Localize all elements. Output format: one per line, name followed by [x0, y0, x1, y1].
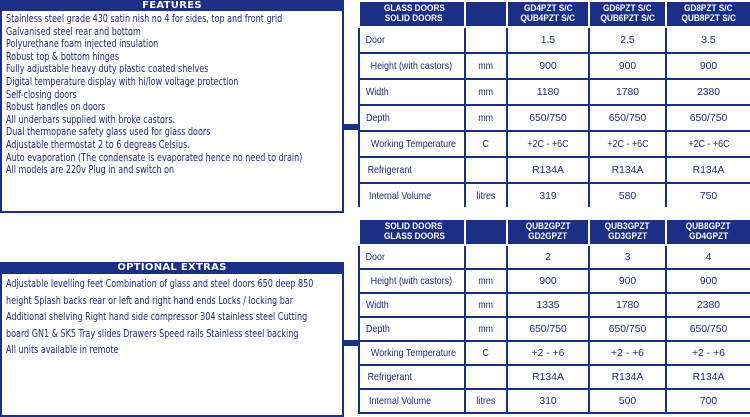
row-unit: mm: [465, 105, 507, 131]
header-label: GLASS DOORS: [383, 3, 445, 14]
feature-item: Fully adjustable heavy duty plastic coated shelves: [6, 63, 209, 76]
row-unit: mm: [465, 317, 507, 341]
header-door-types: [359, 219, 465, 245]
model-header: [589, 219, 666, 245]
row-label: Refrigerant: [359, 365, 465, 389]
model-code: QUB8PZT S/C: [681, 13, 736, 24]
features-panel: [0, 0, 344, 213]
cell-value: +2C - +6C: [666, 131, 750, 157]
feature-item: Self-closing doors: [6, 88, 77, 101]
feature-item: Robust top & bottom hinges: [6, 50, 120, 63]
model-code: QUB6PZT S/C: [600, 13, 655, 24]
row-unit: C: [465, 341, 507, 365]
row-unit: litres: [465, 183, 507, 209]
table-row: [359, 293, 750, 317]
feature-item: Auto evaporation (The condensate is evaporated hence no need to drain): [6, 151, 303, 164]
cell-value: 319: [507, 183, 589, 209]
feature-item: Adjustable thermostat 2 to 6 degreas Celsius.: [6, 138, 190, 151]
model-header: [507, 1, 589, 27]
cell-value: 900: [666, 53, 750, 79]
row-unit: C: [465, 131, 507, 157]
cell-value: 900: [589, 53, 666, 79]
table-row: [359, 27, 750, 53]
optional-extras-panel: [0, 262, 344, 417]
row-label: Door: [359, 245, 465, 269]
row-label: Working Temperature: [359, 131, 465, 157]
header-unit-cell: [465, 219, 507, 245]
cell-value: +2C - +6C: [589, 131, 666, 157]
feature-item: All underbars supplied with broke castors.: [6, 113, 175, 126]
model-header: [507, 219, 589, 245]
table-row: [359, 317, 750, 341]
header-label: SOLID DOORS: [385, 13, 443, 24]
divider-marker: [344, 340, 358, 346]
table-row: [359, 105, 750, 131]
cell-value: 650/750: [507, 105, 589, 131]
feature-item: Stainless steel grade 430 satin nish no 4 for sides, top and front grid: [6, 13, 283, 25]
row-label: Depth: [359, 105, 465, 131]
header-unit-cell: [465, 1, 507, 27]
feature-item: Polyurethane foam injected insulation: [6, 38, 159, 51]
cell-value: 650/750: [507, 317, 589, 341]
cell-value: 310: [507, 389, 589, 413]
extras-line: board GN1 & SK5 Tray slides Drawers Speed rails Stainless steel backing: [6, 327, 299, 340]
cell-value: 650/750: [666, 105, 750, 131]
features-title: FEATURES: [2, 0, 342, 11]
extras-line: Adjustable levelling feet Combination of glass and steel doors 650 deep 850: [6, 278, 314, 290]
row-unit: mm: [465, 79, 507, 105]
cell-value: 3: [589, 245, 666, 269]
feature-item: Dual thermopane safety glass used for glass doors: [6, 126, 211, 139]
row-label: Working Temperature: [359, 341, 465, 365]
row-unit: [465, 245, 507, 269]
cell-value: 900: [589, 269, 666, 293]
table-row: [359, 245, 750, 269]
cell-value: R134A: [507, 157, 589, 183]
row-label: Width: [359, 79, 465, 105]
column-divider: [344, 0, 358, 417]
cell-value: 900: [507, 53, 589, 79]
cell-value: 900: [507, 269, 589, 293]
table-row: [359, 365, 750, 389]
cell-value: 1780: [589, 79, 666, 105]
model-header: [666, 1, 750, 27]
row-unit: mm: [465, 293, 507, 317]
feature-item: Digital temperature display with hi/low voltage protection: [6, 75, 239, 88]
row-unit: [465, 365, 507, 389]
model-header: [589, 1, 666, 27]
cell-value: 4: [666, 245, 750, 269]
row-label: Depth: [359, 317, 465, 341]
table-gap: [358, 207, 750, 218]
cell-value: 2.5: [589, 27, 666, 53]
row-unit: [465, 157, 507, 183]
model-code: GD6PZT S/C: [603, 3, 652, 14]
cell-value: 650/750: [589, 317, 666, 341]
cell-value: 700: [666, 389, 750, 413]
cell-value: 3.5: [666, 27, 750, 53]
table-header-row: [359, 219, 750, 245]
model-code: GD2GPZT: [528, 231, 568, 242]
features-list: [2, 11, 342, 177]
cell-value: 2380: [666, 293, 750, 317]
model-code: GD4PZT S/C: [523, 3, 573, 14]
cell-value: R134A: [589, 365, 666, 389]
row-unit: litres: [465, 389, 507, 413]
cell-value: 580: [589, 183, 666, 209]
cell-value: +2 - +6: [507, 341, 589, 365]
cell-value: +2C - +6C: [507, 131, 589, 157]
row-label: Height (with castors): [359, 269, 465, 293]
row-label: Internal Volume: [359, 183, 465, 209]
row-unit: mm: [465, 53, 507, 79]
table-row: [359, 341, 750, 365]
row-label: Height (with castors): [359, 53, 465, 79]
cell-value: 1180: [507, 79, 589, 105]
table-row: [359, 79, 750, 105]
feature-item: All models are 220v Plug in and switch on: [6, 164, 175, 177]
table-row: [359, 389, 750, 413]
row-label: Refrigerant: [359, 157, 465, 183]
table-row: [359, 131, 750, 157]
model-code: QUB4PZT S/C: [520, 13, 576, 24]
cell-value: 500: [589, 389, 666, 413]
cell-value: R134A: [666, 365, 750, 389]
model-code: QUB8GPZT: [686, 221, 731, 232]
divider-marker: [344, 124, 358, 130]
extras-line: height Splash backs rear or left and right hand ends Locks / locking bar: [6, 294, 294, 307]
model-code: GD3GPZT: [608, 231, 647, 242]
model-code: QUB3GPZT: [605, 221, 650, 232]
cell-value: R134A: [589, 157, 666, 183]
cell-value: 1780: [589, 293, 666, 317]
cell-value: 1335: [507, 293, 589, 317]
table-row: [359, 269, 750, 293]
model-code: GD4GPZT: [689, 231, 728, 242]
extras-text: [2, 274, 342, 359]
cell-value: 650/750: [589, 105, 666, 131]
header-label: SOLID DOORS: [385, 221, 443, 232]
table-row: [359, 183, 750, 209]
row-unit: [465, 27, 507, 53]
extras-line: Additional shelving Right hand side compressor 304 stainless steel Cutting: [6, 311, 308, 324]
model-code: GD8PZT S/C: [684, 3, 733, 14]
spec-table-2: [358, 218, 750, 414]
extras-title: OPTIONAL EXTRAS: [2, 262, 342, 274]
cell-value: 2: [507, 245, 589, 269]
table-header-row: [359, 1, 750, 27]
cell-value: 750: [666, 183, 750, 209]
spec-table-1: [358, 0, 750, 210]
table-row: [359, 53, 750, 79]
cell-value: +2 - +6: [589, 341, 666, 365]
row-label: Internal Volume: [359, 389, 465, 413]
cell-value: 1.5: [507, 27, 589, 53]
feature-item: Robust handles on doors: [6, 101, 106, 114]
cell-value: +2 - +6: [666, 341, 750, 365]
row-label: Door: [359, 27, 465, 53]
cell-value: R134A: [666, 157, 750, 183]
panel-gap: [0, 213, 356, 262]
row-label: Width: [359, 293, 465, 317]
header-door-types: [359, 1, 465, 27]
extras-line: All units available in remote: [6, 344, 119, 357]
cell-value: 2380: [666, 79, 750, 105]
table-row: [359, 157, 750, 183]
model-code: QUB2GPZT: [525, 221, 571, 232]
feature-item: Galvanised steel rear and bottom: [6, 25, 141, 38]
header-label: GLASS DOORS: [383, 231, 445, 242]
model-header: [666, 219, 750, 245]
cell-value: 900: [666, 269, 750, 293]
cell-value: 650/750: [666, 317, 750, 341]
row-unit: mm: [465, 269, 507, 293]
cell-value: R134A: [507, 365, 589, 389]
